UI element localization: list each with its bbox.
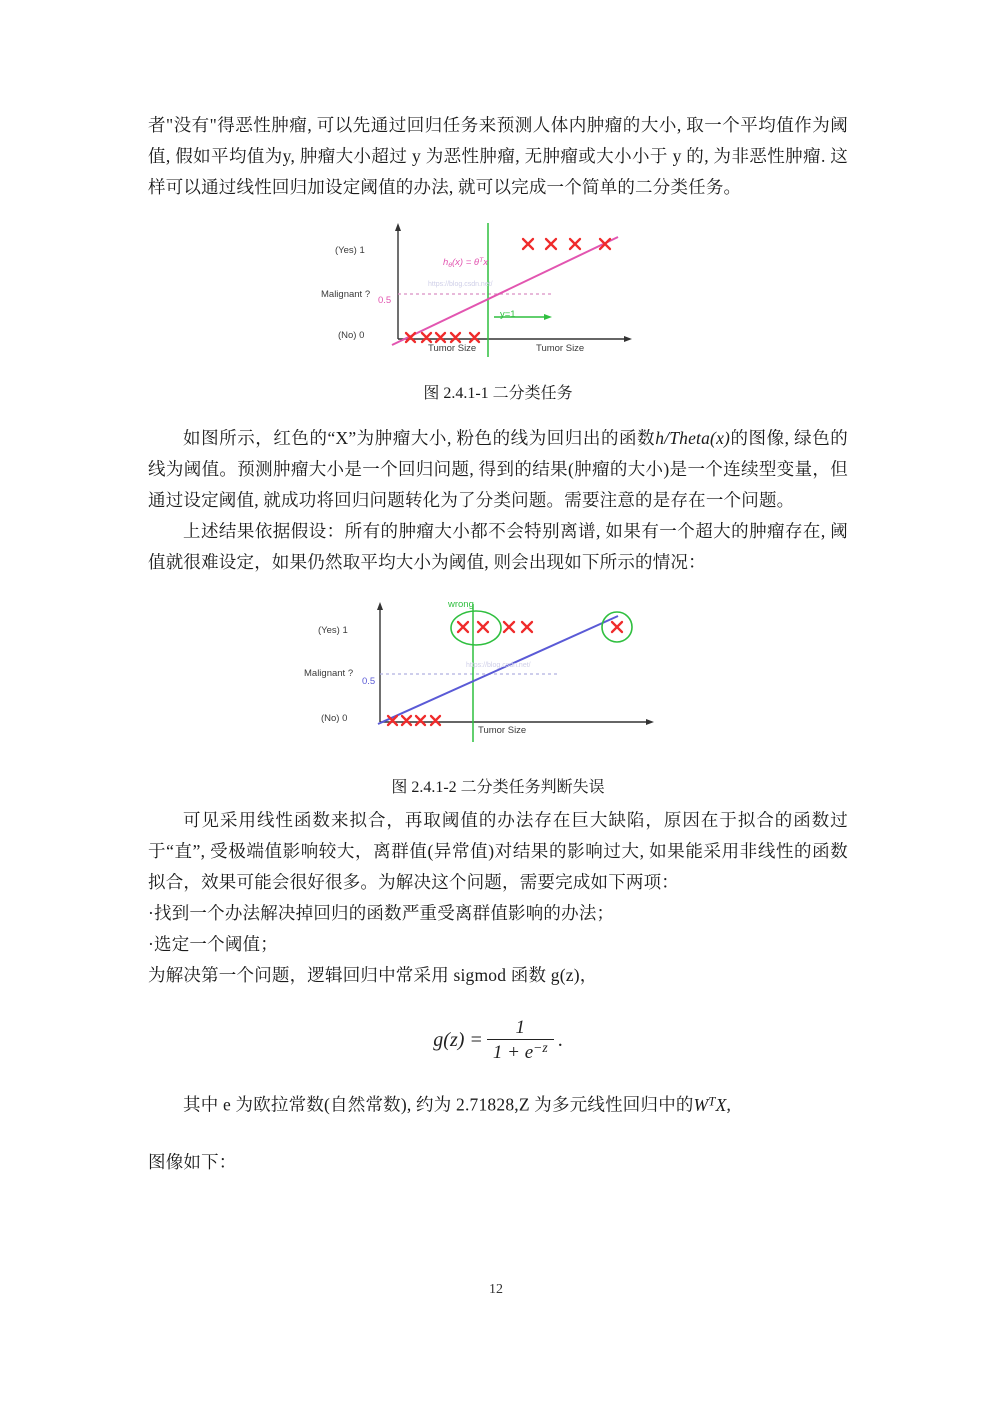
fig1-hyp-rest: (x) = θ — [452, 257, 480, 269]
fig1-label-xaxis-right: Tumor Size — [536, 343, 585, 354]
paragraph-5: 为解决第一个问题，逻辑回归中常采用 sigmod 函数 g(z)， — [148, 965, 598, 985]
formula-numerator: 1 — [515, 1017, 526, 1038]
fig1-watermark: https://blog.csdn.net/ — [428, 281, 493, 288]
formula-lhs: g(z) = — [433, 1029, 483, 1052]
paragraph-2-text-a: 如图所示，红色的“X”为肿瘤大小, 粉色的线为回归出的函数 — [183, 428, 656, 448]
fig1-label-no: (No) 0 — [338, 330, 365, 341]
fig1-hyp-theta: θ — [448, 261, 453, 269]
paragraph-3: 上述结果依据假设：所有的肿瘤大小都不会特别离谱, 如果有一个超大的肿瘤存在, 阈值就很难设定，如果仍然取平均大小为阈值, 则会出现如下所示的情况： — [148, 521, 848, 572]
fig2-label-malignant: Malignant ? — [304, 668, 354, 679]
page-number: 12 — [489, 1282, 503, 1297]
paragraph-4: 可见采用线性函数来拟合，再取阈值的办法存在巨大缺陷，原因在于拟合的函数过于“直”, 受极端值影响较大，离群值(异常值)对结果的影响过大, 如果能采用非线性的函数拟合，效果可能会很好很多。为解决这个问题，需要完成如下两项： — [148, 810, 848, 892]
formula-denominator — [487, 1039, 554, 1064]
paragraph-6-math: $W^TX$ — [693, 1094, 727, 1115]
figure-binary-classification — [318, 217, 678, 367]
fig1-hyp-tail: x — [483, 257, 488, 269]
figure-2-container — [148, 594, 848, 801]
fig2-watermark: https://blog.csdn.net/ — [466, 662, 531, 669]
formula-period: . — [557, 1029, 563, 1052]
paragraph-2-text-b: 的图像, 绿色的线为阈值。预测肿瘤大小是一个回归问题, 得到的结果(肿瘤的大小)是一个连续型变量，但通过设定阈值, 就成功将回归问题转化为了分类问题。需要注意的是存在一个问题。 — [148, 428, 848, 510]
paragraph-1: 者"没有"得恶性肿瘤, 可以先通过回归任务来预测人体内肿瘤的大小, 取一个平均值作为阈值, 假如平均值为y, 肿瘤大小超过 y 为恶性肿瘤, 无肿瘤或大小小于 y 的, 为非恶性肿瘤. 这样可以通过线性回归加设定阈值的办法, 就可以完成一个简单的二分类任务。 — [148, 115, 848, 197]
fig2-label-threshold: 0.5 — [362, 676, 376, 687]
fig1-hyp-sup: T — [479, 257, 484, 264]
fig2-label-wrong: wrong — [448, 599, 474, 610]
paragraph-2 — [148, 423, 848, 516]
bullet-item-1: ·找到一个办法解决掉回归的函数严重受离群值影响的办法； — [148, 903, 615, 923]
formula-denominator-exponent: −z — [533, 1040, 548, 1055]
fig1-label-yes: (Yes) 1 — [335, 245, 365, 256]
fig1-label-malignant: Malignant ? — [321, 289, 371, 300]
paragraph-2-math: h/Theta(x) — [655, 428, 731, 448]
fig1-hyp-h: h — [443, 257, 449, 269]
page-content — [148, 110, 848, 1178]
fig1-label-y-equals-1: y=1 — [500, 309, 516, 320]
fig1-label-xaxis-left: Tumor Size — [428, 343, 477, 354]
bullet-item-2: ·选定一个阈值； — [148, 934, 278, 954]
formula-denominator-base: 1 + e — [492, 1042, 534, 1064]
figure-2-caption: 图 2.4.1-2 二分类任务判断失误 — [391, 779, 605, 796]
figure-misclassification — [304, 594, 678, 759]
paragraph-6-text-b: , — [726, 1094, 732, 1115]
fig1-label-threshold: 0.5 — [378, 295, 392, 306]
formula-fraction — [487, 1017, 554, 1064]
paragraph-6 — [148, 1086, 848, 1121]
fig2-label-yes: (Yes) 1 — [318, 625, 348, 636]
paragraph-6-text-a: 其中 e 为欧拉常数(自然常数), 约为 2.71828,Z 为多元线性回归中的 — [183, 1094, 694, 1115]
figure-1-caption: 图 2.4.1-1 二分类任务 — [423, 385, 573, 402]
sigmoid-formula — [148, 1017, 848, 1064]
figure-1-container — [148, 217, 848, 407]
paragraph-7: 图像如下： — [148, 1151, 237, 1172]
fig2-label-xaxis: Tumor Size — [478, 725, 527, 736]
fig2-label-no: (No) 0 — [321, 713, 348, 724]
figure-1-svg — [318, 217, 678, 367]
fig1-label-hypothesis — [443, 257, 488, 269]
